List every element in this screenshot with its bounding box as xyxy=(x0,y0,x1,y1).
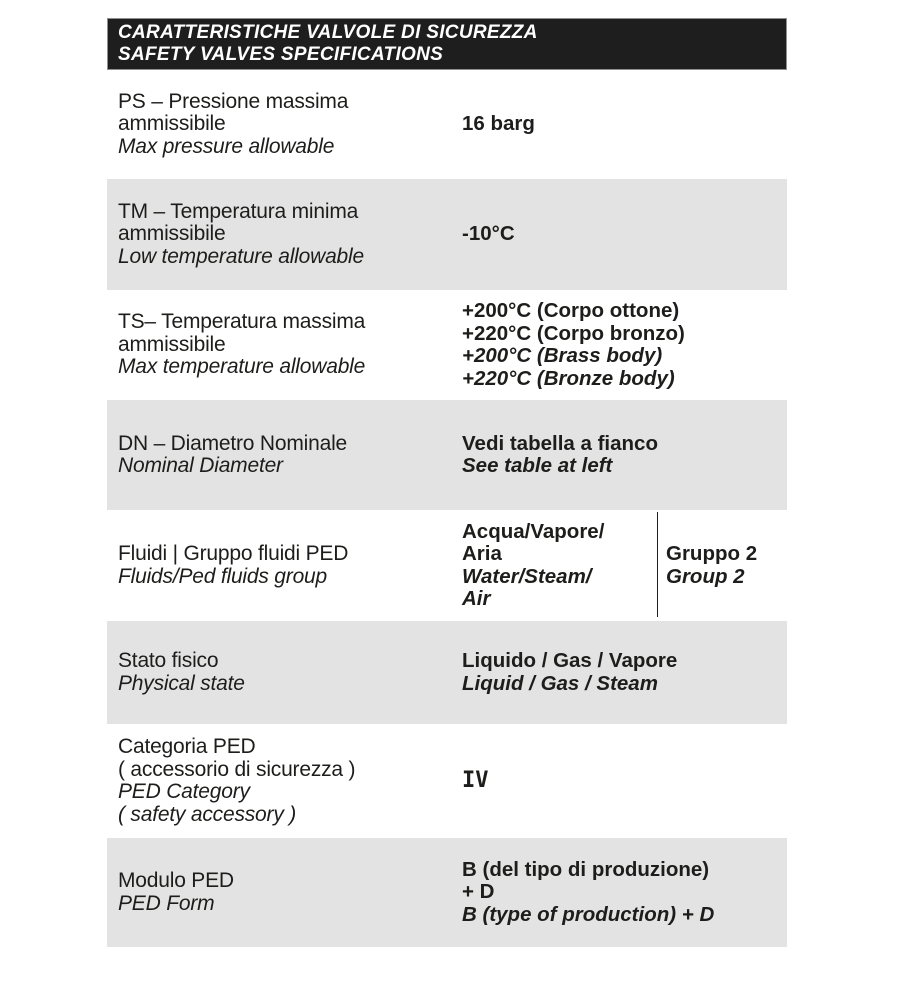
row-value xyxy=(462,859,787,927)
row-value-split xyxy=(462,510,787,621)
title-line-italian: CARATTERISTICHE VALVOLE DI SICUREZZA xyxy=(118,22,538,43)
fluids-value xyxy=(462,521,657,611)
row-label xyxy=(107,736,462,826)
value-line: 16 barg xyxy=(462,112,535,136)
row-label xyxy=(107,201,462,269)
row-ped-category xyxy=(107,724,787,838)
value-line: +200°C (Corpo ottone) xyxy=(462,299,680,322)
value-line: IV xyxy=(462,767,489,793)
value-line: Aria xyxy=(462,542,502,565)
row-label xyxy=(107,543,462,588)
row-label xyxy=(107,870,462,915)
value-line: Acqua/Vapore/ xyxy=(462,519,605,543)
row-ped-form xyxy=(107,838,787,947)
value-line-translation: Water/Steam/ xyxy=(462,564,592,588)
label-line: ( accessorio di sicurezza ) xyxy=(118,757,356,781)
row-physical-state xyxy=(107,621,787,724)
label-line-translation: Max temperature allowable xyxy=(118,355,366,379)
value-line: Liquido / Gas / Vapore xyxy=(462,649,678,672)
row-label xyxy=(107,650,462,695)
row-nominal-diameter xyxy=(107,400,787,510)
value-line-translation: Air xyxy=(462,587,491,610)
label-line-translation: Low temperature allowable xyxy=(118,244,364,268)
value-line-translation: Group 2 xyxy=(666,564,745,588)
label-line-translation: PED Category xyxy=(118,780,250,803)
row-label xyxy=(107,311,462,379)
label-line: TS– Temperatura massima xyxy=(118,310,366,334)
fluid-group-value xyxy=(658,543,787,588)
value-line-translation: +220°C (Bronze body) xyxy=(462,366,675,390)
label-line: Modulo PED xyxy=(118,869,234,892)
value-line: Gruppo 2 xyxy=(666,542,758,565)
row-min-temperature xyxy=(107,179,787,290)
row-label xyxy=(107,91,462,159)
value-line-translation: B (type of production) + D xyxy=(462,902,715,926)
row-value xyxy=(462,433,787,478)
value-line: + D xyxy=(462,880,495,904)
label-line: DN – Diametro Nominale xyxy=(118,431,348,455)
row-value xyxy=(462,223,787,246)
row-fluids-group xyxy=(107,510,787,621)
value-line: -10°C xyxy=(462,222,515,246)
label-line: Fluidi | Gruppo fluidi PED xyxy=(118,542,349,565)
label-line-translation: Max pressure allowable xyxy=(118,134,335,158)
row-value xyxy=(462,300,787,390)
label-line: PS – Pressione massima xyxy=(118,89,349,113)
label-line: TM – Temperatura minima xyxy=(118,199,359,223)
label-line: Categoria PED xyxy=(118,735,256,758)
row-value xyxy=(462,113,787,136)
row-max-pressure xyxy=(107,70,787,179)
row-max-temperature xyxy=(107,290,787,400)
label-line-translation: ( safety accessory ) xyxy=(118,802,297,826)
row-value xyxy=(462,650,787,695)
label-line-translation: PED Form xyxy=(118,891,215,915)
label-line-translation: Physical state xyxy=(118,671,245,695)
value-line-translation: +200°C (Brass body) xyxy=(462,344,663,367)
value-line: Vedi tabella a fianco xyxy=(462,431,658,455)
label-line: ammissibile xyxy=(118,332,226,356)
table-title-bar xyxy=(107,18,787,70)
title-line-english: SAFETY VALVES SPECIFICATIONS xyxy=(118,44,444,65)
value-line: +220°C (Corpo bronzo) xyxy=(462,321,685,345)
value-line-translation: See table at left xyxy=(462,454,613,477)
value-line-translation: Liquid / Gas / Steam xyxy=(462,671,658,695)
row-label xyxy=(107,433,462,478)
label-line: Stato fisico xyxy=(118,649,219,672)
label-line-translation: Nominal Diameter xyxy=(118,454,283,477)
spec-sheet xyxy=(107,18,787,947)
value-line: B (del tipo di produzione) xyxy=(462,857,710,881)
row-value xyxy=(462,767,787,793)
label-line: ammissibile xyxy=(118,222,226,246)
label-line-translation: Fluids/Ped fluids group xyxy=(118,564,328,588)
label-line: ammissibile xyxy=(118,112,226,136)
